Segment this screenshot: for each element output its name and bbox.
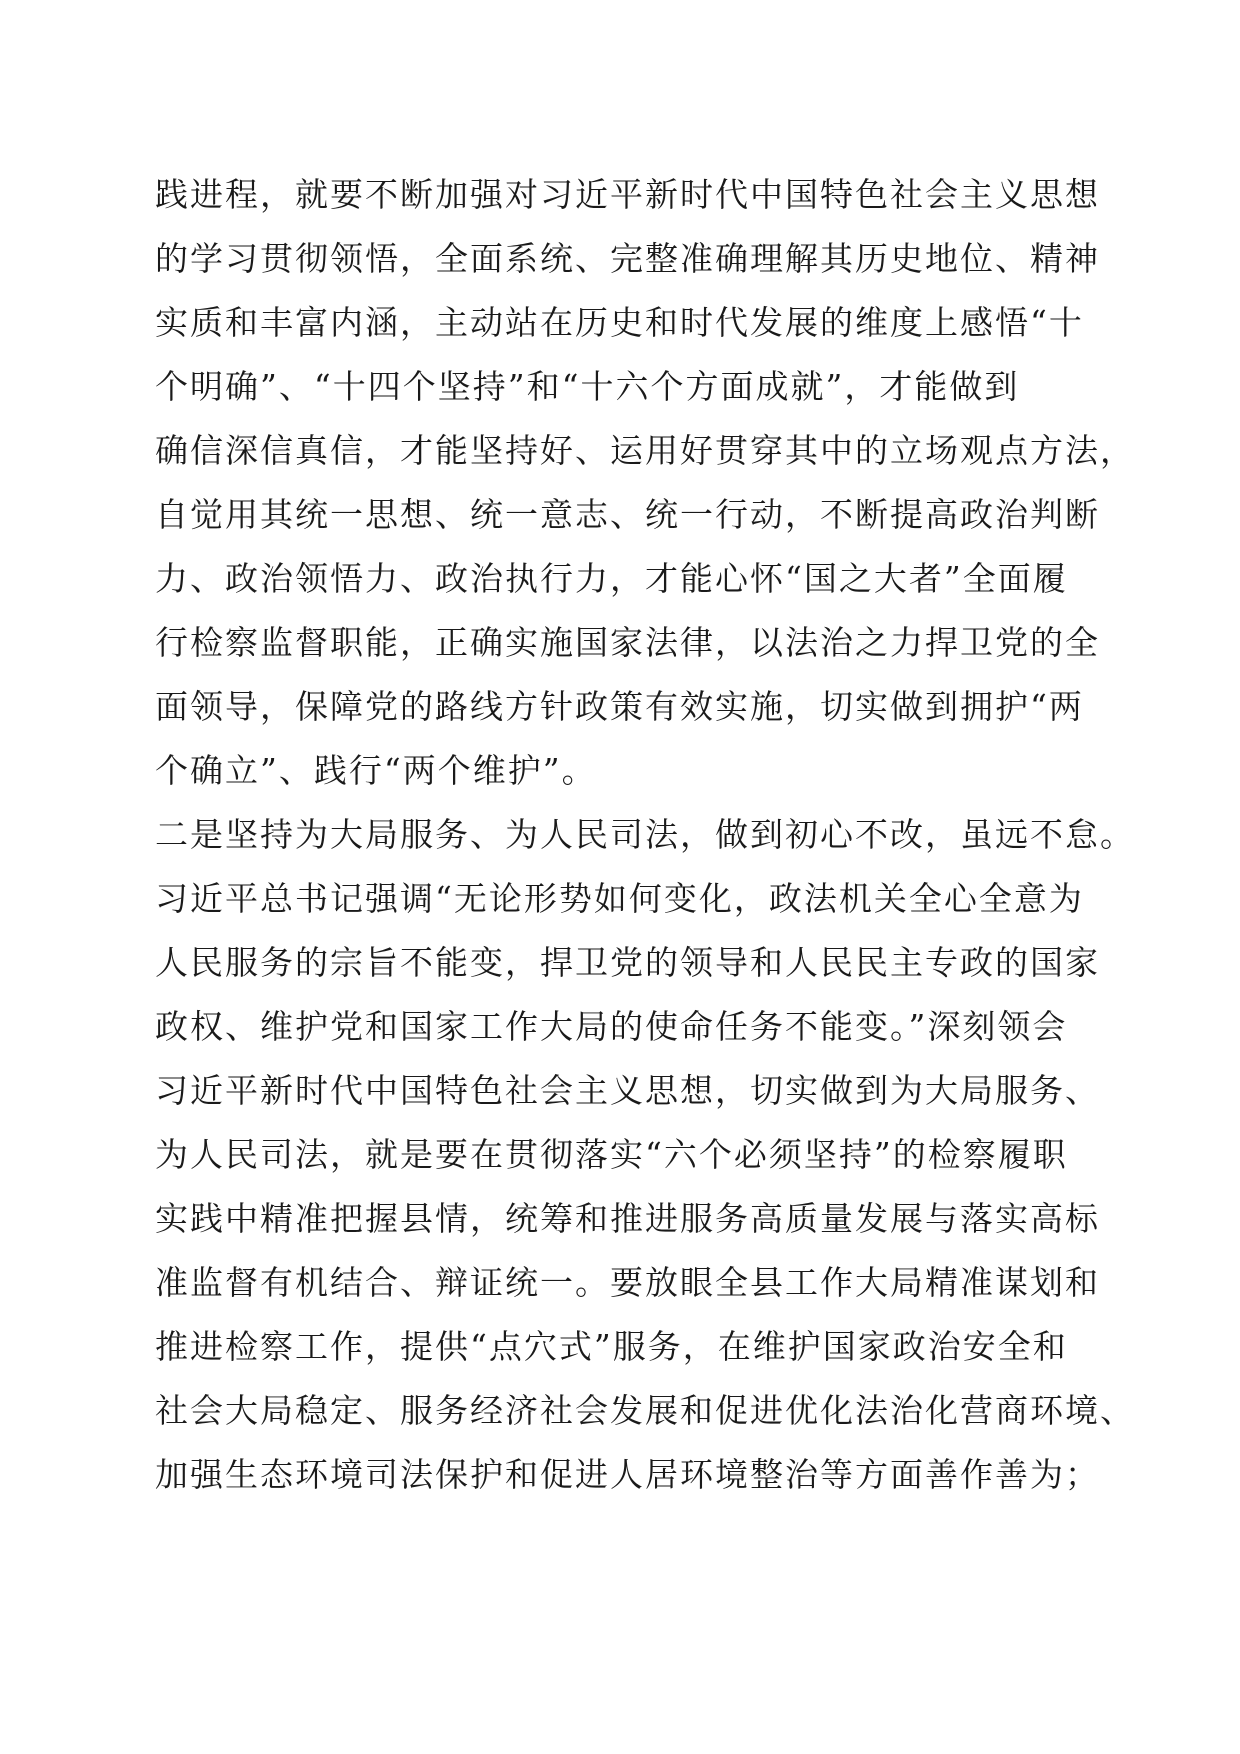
text-line: 确信深信真信，才能坚持好、运用好贯穿其中的立场观点方法， (155, 431, 1135, 470)
text-line: 推进检察工作，提供“点穴式”服务，在维护国家政治安全和 (155, 1327, 1068, 1366)
text-line: 为人民司法，就是要在贯彻落实“六个必须坚持”的检察履职 (155, 1135, 1068, 1174)
text-line: 面领导，保障党的路线方针政策有效实施，切实做到拥护“两 (155, 687, 1084, 726)
text-line: 的学习贯彻领悟，全面系统、完整准确理解其历史地位、精神 (155, 239, 1100, 278)
text-line: 力、政治领悟力、政治执行力，才能心怀“国之大者”全面履 (155, 559, 1068, 598)
text-line: 践进程，就要不断加强对习近平新时代中国特色社会主义思想 (155, 175, 1100, 214)
text-line: 社会大局稳定、服务经济社会发展和促进优化法治化营商环境、 (155, 1391, 1135, 1430)
text-line: 习近平总书记强调“无论形势如何变化，政法机关全心全意为 (155, 879, 1084, 918)
text-line: 自觉用其统一思想、统一意志、统一行动，不断提高政治判断 (155, 495, 1100, 534)
text-line: 实质和丰富内涵，主动站在历史和时代发展的维度上感悟“十 (155, 303, 1084, 342)
text-line: 二是坚持为大局服务、为人民司法，做到初心不改，虽远不怠。 (155, 815, 1135, 854)
text-line: 习近平新时代中国特色社会主义思想，切实做到为大局服务、 (155, 1071, 1100, 1110)
text-line: 实践中精准把握县情，统筹和推进服务高质量发展与落实高标 (155, 1199, 1100, 1238)
text-line: 个确立”、践行“两个维护”。 (155, 751, 597, 790)
text-line: 个明确”、“十四个坚持”和“十六个方面成就”，才能做到 (155, 367, 1020, 406)
text-line: 准监督有机结合、辩证统一。要放眼全县工作大局精准谋划和 (155, 1263, 1100, 1302)
text-line: 行检察监督职能，正确实施国家法律，以法治之力捍卫党的全 (155, 623, 1100, 662)
body-text (155, 163, 1135, 1507)
text-line: 加强生态环境司法保护和促进人居环境整治等方面善作善为； (155, 1455, 1100, 1494)
text-line: 人民服务的宗旨不能变，捍卫党的领导和人民民主专政的国家 (155, 943, 1100, 982)
text-line: 政权、维护党和国家工作大局的使命任务不能变。”深刻领会 (155, 1007, 1068, 1046)
